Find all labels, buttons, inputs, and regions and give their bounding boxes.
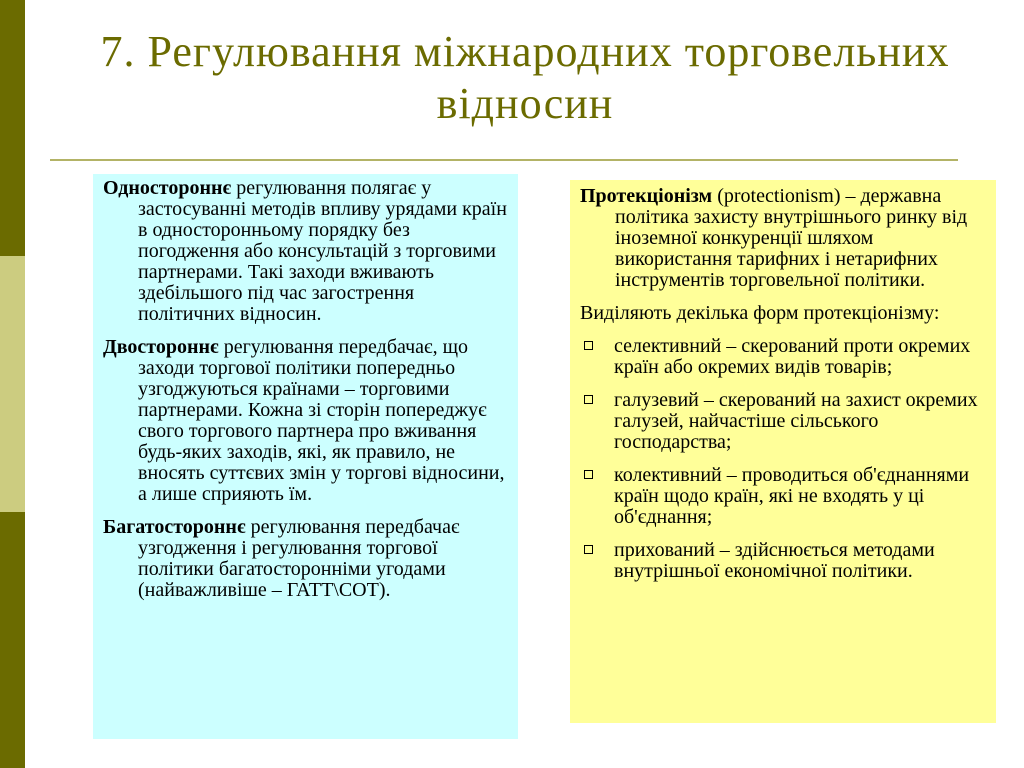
hollow-square-bullet-icon <box>584 470 593 479</box>
side-strip-bottom <box>0 512 25 768</box>
hollow-square-bullet-icon <box>584 341 593 350</box>
list-item-text: прихований – здійснюється методами внутрішньої економічної політики. <box>614 539 935 582</box>
slide-title: 7. Регулювання міжнародних торговельних відносин <box>100 27 950 128</box>
protectionism-forms-list <box>580 336 986 582</box>
protectionism-term: Протекціонізм <box>580 185 713 207</box>
list-item <box>580 540 986 582</box>
side-strip-middle <box>0 256 25 512</box>
protectionism-text: (protectionism) – державна політика захисту внутрішнього ринку від іноземної конкуренції шляхом використання тарифних і нетарифних інструментів торговельної політики. <box>615 185 968 291</box>
list-item-text: селективний – скерований проти окремих країн або окремих видів товарів; <box>614 335 971 378</box>
protectionism-definition <box>580 186 986 291</box>
list-item-text: галузевий – скерований на захист окремих галузей, найчастіше сільського господарства; <box>614 389 978 453</box>
unilateral-term: Одностороннє <box>103 177 232 199</box>
left-panel <box>93 174 518 739</box>
title-divider <box>50 159 958 161</box>
list-item <box>580 390 986 453</box>
list-item <box>580 336 986 378</box>
bilateral-text: регулювання передбачає, що заходи торгової політики попередньо узгоджуються країнами – торговими партнерами. Кожна зі сторін попереджує свого торгового партнера про вживання будь-яких заходів, які, як правило, не вносять суттєвих змін у торгові відносини, а лише сприяють їм. <box>138 336 505 505</box>
multilateral-paragraph <box>103 517 508 601</box>
list-item-text: колективний – проводиться об'єднаннями країн щодо країн, які не входять у ці об'єднання; <box>614 464 970 528</box>
forms-intro: Виділяють декілька форм протекціонізму: <box>580 302 940 324</box>
list-item <box>580 465 986 528</box>
bilateral-term: Двостороннє <box>103 336 219 358</box>
hollow-square-bullet-icon <box>584 545 593 554</box>
multilateral-text: регулювання передбачає узгодження і регулювання торгової політики багатосторонніми угодами (найважливіше – ГАТТ\СОТ). <box>138 516 460 601</box>
hollow-square-bullet-icon <box>584 395 593 404</box>
bilateral-paragraph <box>103 337 508 505</box>
multilateral-term: Багатостороннє <box>103 516 246 538</box>
unilateral-text: регулювання полягає у застосуванні методів впливу урядами країн в односторонньому порядку без погодження або консультацій з торговими партнерами. Такі заходи вживають здебільшого під час загострення політичних відносин. <box>138 177 507 325</box>
side-strip-top <box>0 0 25 256</box>
unilateral-paragraph <box>103 178 508 325</box>
right-panel <box>570 180 996 723</box>
